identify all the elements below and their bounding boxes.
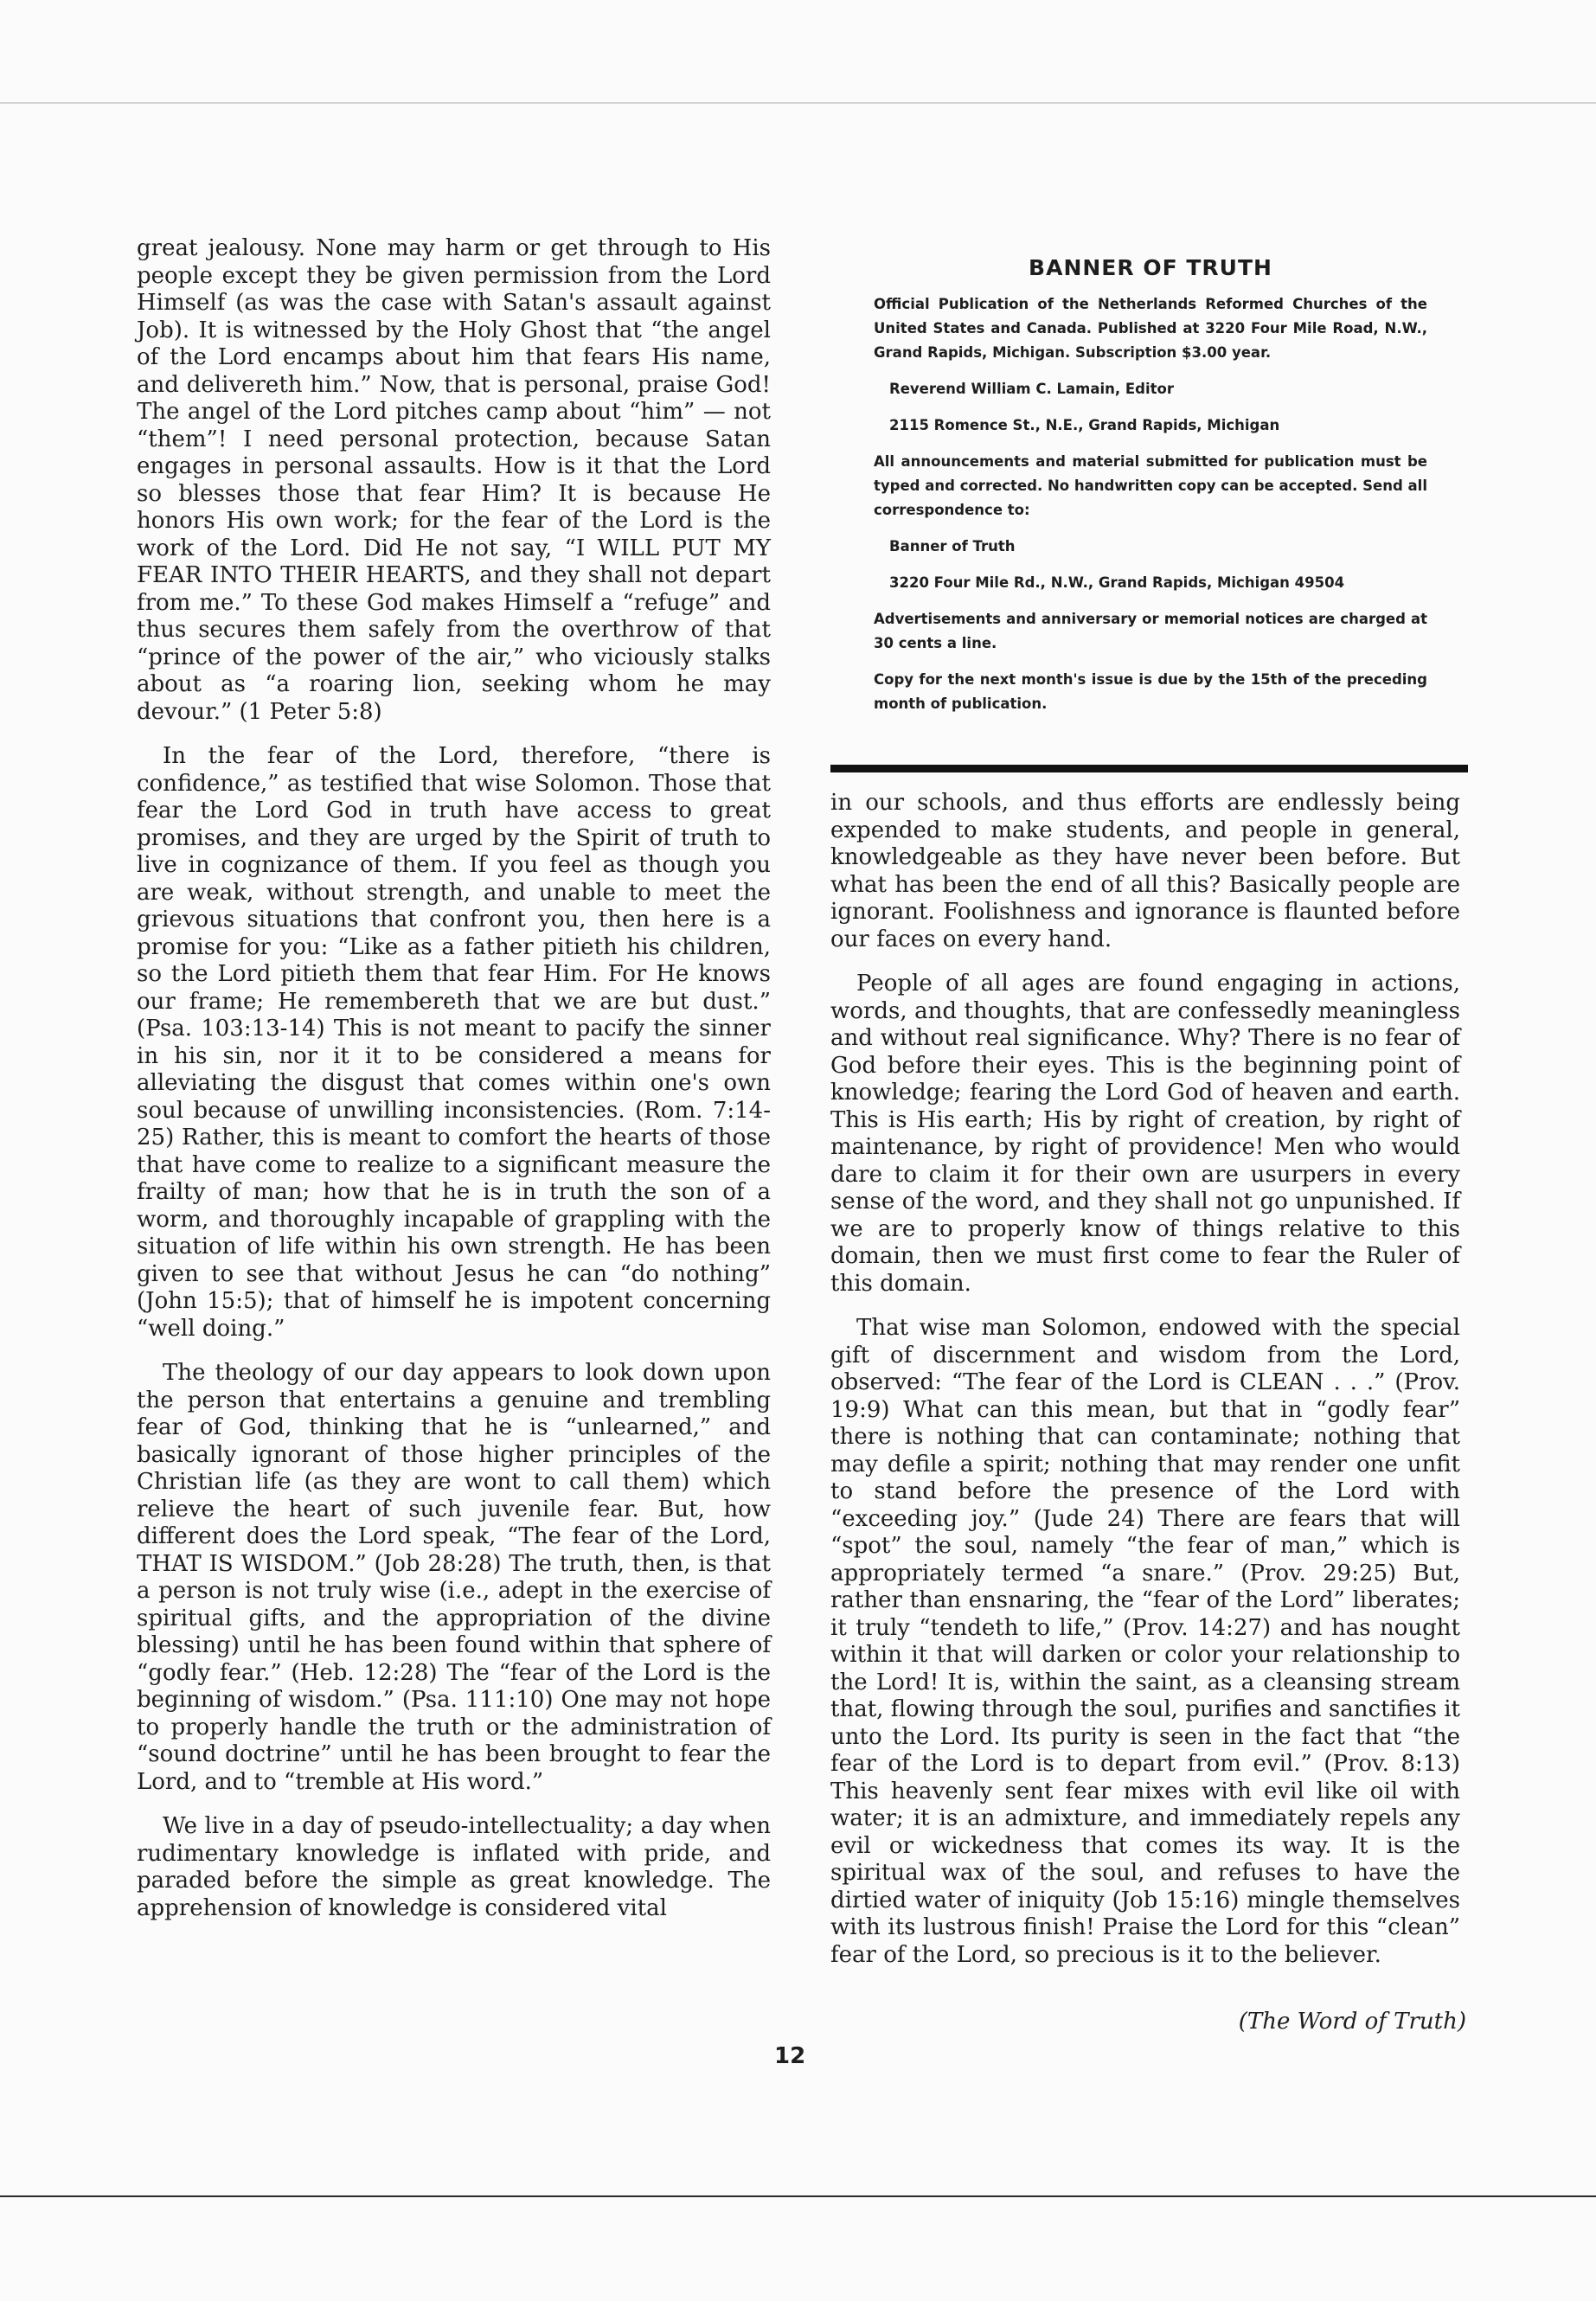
bottom-page-rule (0, 2195, 1596, 2197)
masthead-box (874, 256, 1427, 728)
masthead-advertising-note: Advertisements and anniversary or memorial notices are charged at 30 cents a line. (874, 611, 1427, 651)
left-column (137, 235, 771, 1939)
masthead-submissions-note: All announcements and material submitted for publication must be typed and corrected. No handwritten copy can be accepted. Send all correspondence to: (874, 453, 1427, 518)
left-paragraph: The theology of our day appears to look down upon the person that entertains a genuine and trembling fear of God, thinking that he is “unlearned,” and basically ignorant of those higher principles of the Christian life (as they are wont to call them) which relieve the heart of such juvenile fear. But, how different does the Lord speak, “The fear of the Lord, THAT IS WISDOM.” (Job 28:28) The truth, then, is that a person is not truly wise (i.e., adept in the exercise of spiritual gifts, and the appropriation of the divine blessing) until he has been found within that sphere of “godly fear.” (Heb. 12:28) The “fear of the Lord is the beginning of wisdom.” (Psa. 111:10) One may not hope to properly handle the truth or the administration of “sound doctrine” until he has been brought to fear the Lord, and to “tremble at His word.” (137, 1360, 771, 1795)
right-paragraph: That wise man Solomon, endowed with the special gift of discernment and wisdom from the Lord, observed: “The fear of the Lord is CLEAN . . .” (Prov. 19:9) What can this mean, but that in “godly fear” there is nothing that can contaminate; nothing that may defile a spirit; nothing that may render one unfit to stand before the presence of the Lord with “exceeding joy.” (Jude 24) There are fears that will “spot” the soul, namely “the fear of man,” which is appropriately termed “a snare.” (Prov. 29:25) But, rather than ensnaring, the “fear of the Lord” liberates; it truly “tendeth to life,” (Prov. 14:27) and has nought within it that will darken or color your relationship to the Lord! It is, within the saint, as a cleansing stream that, flowing through the soul, purifies and sanctifies it unto the Lord. Its purity is seen in the fact that “the fear of the Lord is to depart from evil.” (Prov. 8:13) This heavenly sent fear mixes with evil like oil with water; it is an admixture, and immediately repels any evil or wickedness that comes its way. It is the spiritual wax of the soul, and refuses to have the dirtied water of iniquity (Job 15:16) mingle themselves with its lustrous finish! Praise the Lord for this “clean” fear of the Lord, so precious is it to the believer. (830, 1315, 1460, 1968)
right-paragraph: in our schools, and thus efforts are endlessly being expended to make students, and people in general, knowledgeable as they have never been before. But what has been the end of all this? Basically people are ignorant. Foolishness and ignorance is flaunted before our faces on every hand. (830, 790, 1460, 952)
left-paragraph: great jealousy. None may harm or get through to His people except they be given permission from the Lord Himself (as was the case with Satan's assault against Job). It is witnessed by the Holy Ghost that “the angel of the Lord encamps about him that fears His name, and delivereth him.” Now, that is personal, praise God! The angel of the Lord pitches camp about “him” — not “them”! I need personal protection, because Satan engages in personal assaults. How is it that the Lord so blesses those that fear Him? It is because He honors His own work; for the fear of the Lord is the work of the Lord. Did He not say, “I WILL PUT MY FEAR INTO THEIR HEARTS, and they shall not depart from me.” To these God makes Himself a “refuge” and thus secures them safely from the overthrow of that “prince of the power of the air,” who viciously stalks about as “a roaring lion, seeking whom he may devour.” (1 Peter 5:8) (137, 235, 771, 725)
left-paragraph: In the fear of the Lord, therefore, “there is confidence,” as testified that wise Solomon. Those that fear the Lord God in truth have access to great promises, and they are urged by the Spirit of truth to live in cognizance of them. If you feel as though you are weak, without strength, and unable to meet the grievous situations that confront you, then here is a promise for you: “Like as a father pitieth his children, so the Lord pitieth them that fear Him. For He knows our frame; He remembereth that we are but dust.” (Psa. 103:13-14) This is not meant to pacify the sinner in his sin, nor it it to be considered a means for alleviating the disgust that comes within one's own soul because of unwilling inconsistencies. (Rom. 7:14-25) Rather, this is meant to comfort the hearts of those that have come to realize to a significant measure the frailty of man; how that he is in truth the son of a worm, and thoroughly incapable of grappling with the situation of life within his own strength. He has been given to see that without Jesus he can “do nothing” (John 15:5); that of himself he is impotent concerning “well doing.” (137, 743, 771, 1342)
masthead-divider-rule (830, 765, 1468, 772)
masthead-correspondence-address: 3220 Four Mile Rd., N.W., Grand Rapids, Michigan 49504 (889, 574, 1345, 591)
masthead-editor: Reverend William C. Lamain, Editor (889, 381, 1174, 397)
masthead-title: BANNER OF TRUTH (1029, 255, 1272, 280)
right-column (830, 790, 1460, 1986)
masthead-deadline-note: Copy for the next month's issue is due by the 15th of the preceding month of publication. (874, 671, 1427, 712)
masthead-editor-address: 2115 Romence St., N.E., Grand Rapids, Michigan (889, 417, 1280, 433)
source-attribution: (The Word of Truth) (1238, 2009, 1466, 2035)
masthead-publication-info: Official Publication of the Netherlands Reformed Churches of the United States and Canada. Published at 3220 Four Mile Road, N.W., Grand Rapids, Michigan. Subscription $3.00 year. (874, 296, 1427, 361)
top-page-rule (0, 102, 1596, 104)
right-paragraph: People of all ages are found engaging in actions, words, and thoughts, that are confessedly meaningless and without real significance. Why? There is no fear of God before their eyes. This is the beginning point of knowledge; fearing the Lord God of heaven and earth. This is His earth; His by right of creation, by right of maintenance, by right of providence! Men who would dare to claim it for their own are usurpers in every sense of the word, and they shall not go unpunished. If we are to properly know of things relative to this domain, then we must first come to fear the Ruler of this domain. (830, 971, 1460, 1297)
masthead-correspondence-name: Banner of Truth (889, 538, 1016, 554)
page-number: 12 (774, 2043, 806, 2069)
left-paragraph: We live in a day of pseudo-intellectuality; a day when rudimentary knowledge is inflated with pride, and paraded before the simple as great knowledge. The apprehension of knowledge is considered vital (137, 1813, 771, 1921)
